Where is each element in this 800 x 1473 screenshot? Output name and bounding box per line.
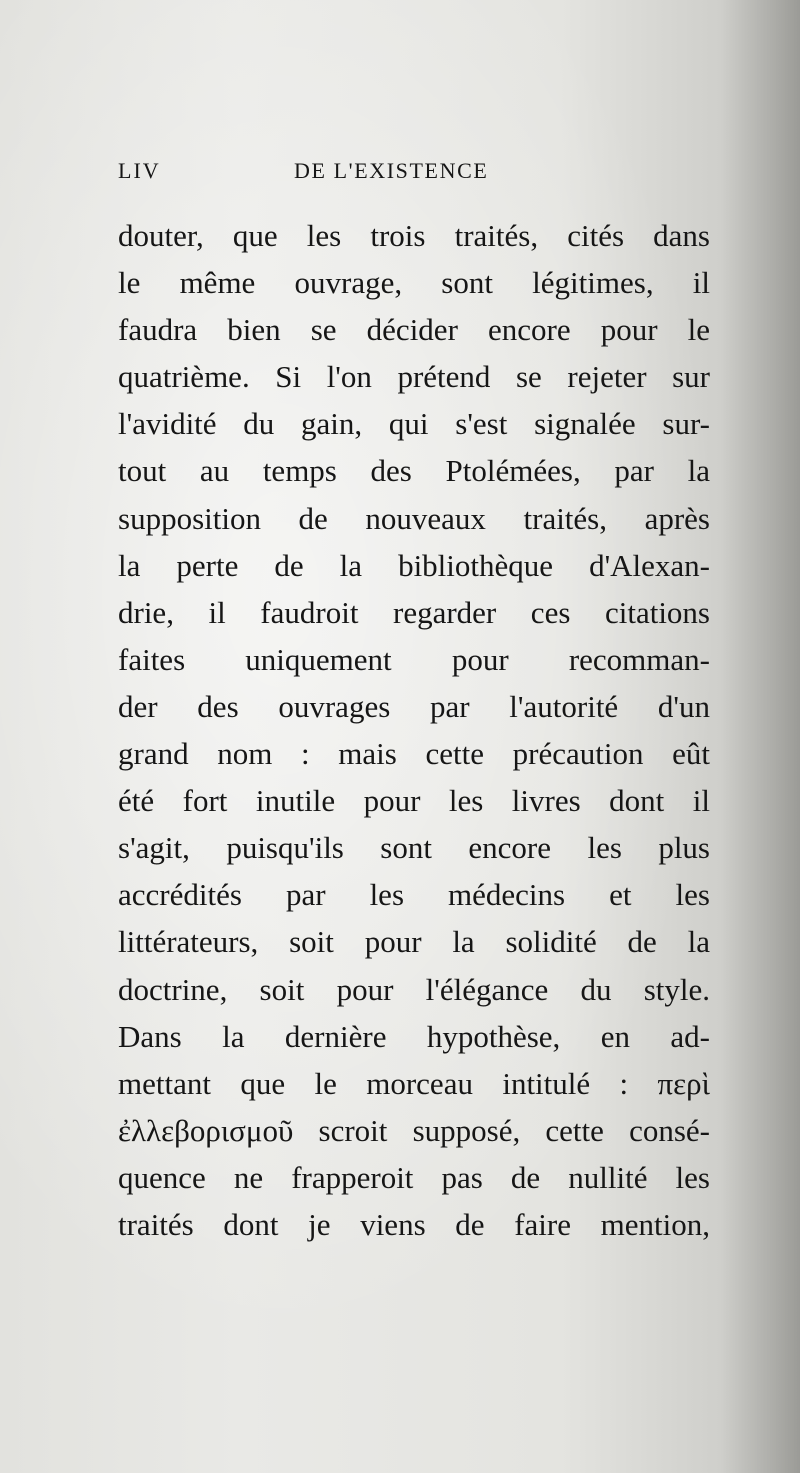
- text-line: faudra bien se décider encore pour le: [118, 312, 710, 348]
- text-line: s'agit, puisqu'ils sont encore les plus: [118, 830, 710, 866]
- text-line: quatrième. Si l'on prétend se rejeter sur: [118, 359, 710, 395]
- text-line: ἐλλεβορισμοῦ scroit supposé, cette consé-: [118, 1112, 710, 1148]
- page-gutter-shadow: [720, 0, 800, 1473]
- text-line: mettant que le morceau intitulé : περὶ: [118, 1065, 710, 1101]
- text-line: le même ouvrage, sont légitimes, il: [118, 265, 710, 301]
- body-text: [118, 212, 710, 1248]
- running-title: DE L'EXISTENCE: [294, 158, 489, 183]
- page-number: LIV: [118, 158, 161, 183]
- text-line: douter, que les trois traités, cités dans: [118, 218, 710, 253]
- text-line: drie, il faudroit regarder ces citations: [118, 594, 710, 630]
- text-line: quence ne frapperoit pas de nullité les: [118, 1159, 710, 1195]
- text-line: la perte de la bibliothèque d'Alexan-: [118, 547, 710, 583]
- text-line: traités dont je viens de faire mention,: [118, 1206, 710, 1242]
- text-line: Dans la dernière hypothèse, en ad-: [118, 1018, 710, 1054]
- text-line: l'avidité du gain, qui s'est signalée sur-: [118, 406, 710, 442]
- text-line: littérateurs, soit pour la solidité de la: [118, 924, 710, 960]
- text-line: tout au temps des Ptolémées, par la: [118, 453, 710, 489]
- text-line: doctrine, soit pour l'élégance du style.: [118, 971, 710, 1007]
- running-head: [118, 158, 708, 192]
- text-line: grand nom : mais cette précaution eût: [118, 736, 710, 772]
- text-line: faites uniquement pour recomman-: [118, 641, 710, 677]
- text-line: der des ouvrages par l'autorité d'un: [118, 688, 710, 724]
- text-line: accrédités par les médecins et les: [118, 877, 710, 913]
- text-line: supposition de nouveaux traités, après: [118, 500, 710, 536]
- text-line: été fort inutile pour les livres dont il: [118, 783, 710, 819]
